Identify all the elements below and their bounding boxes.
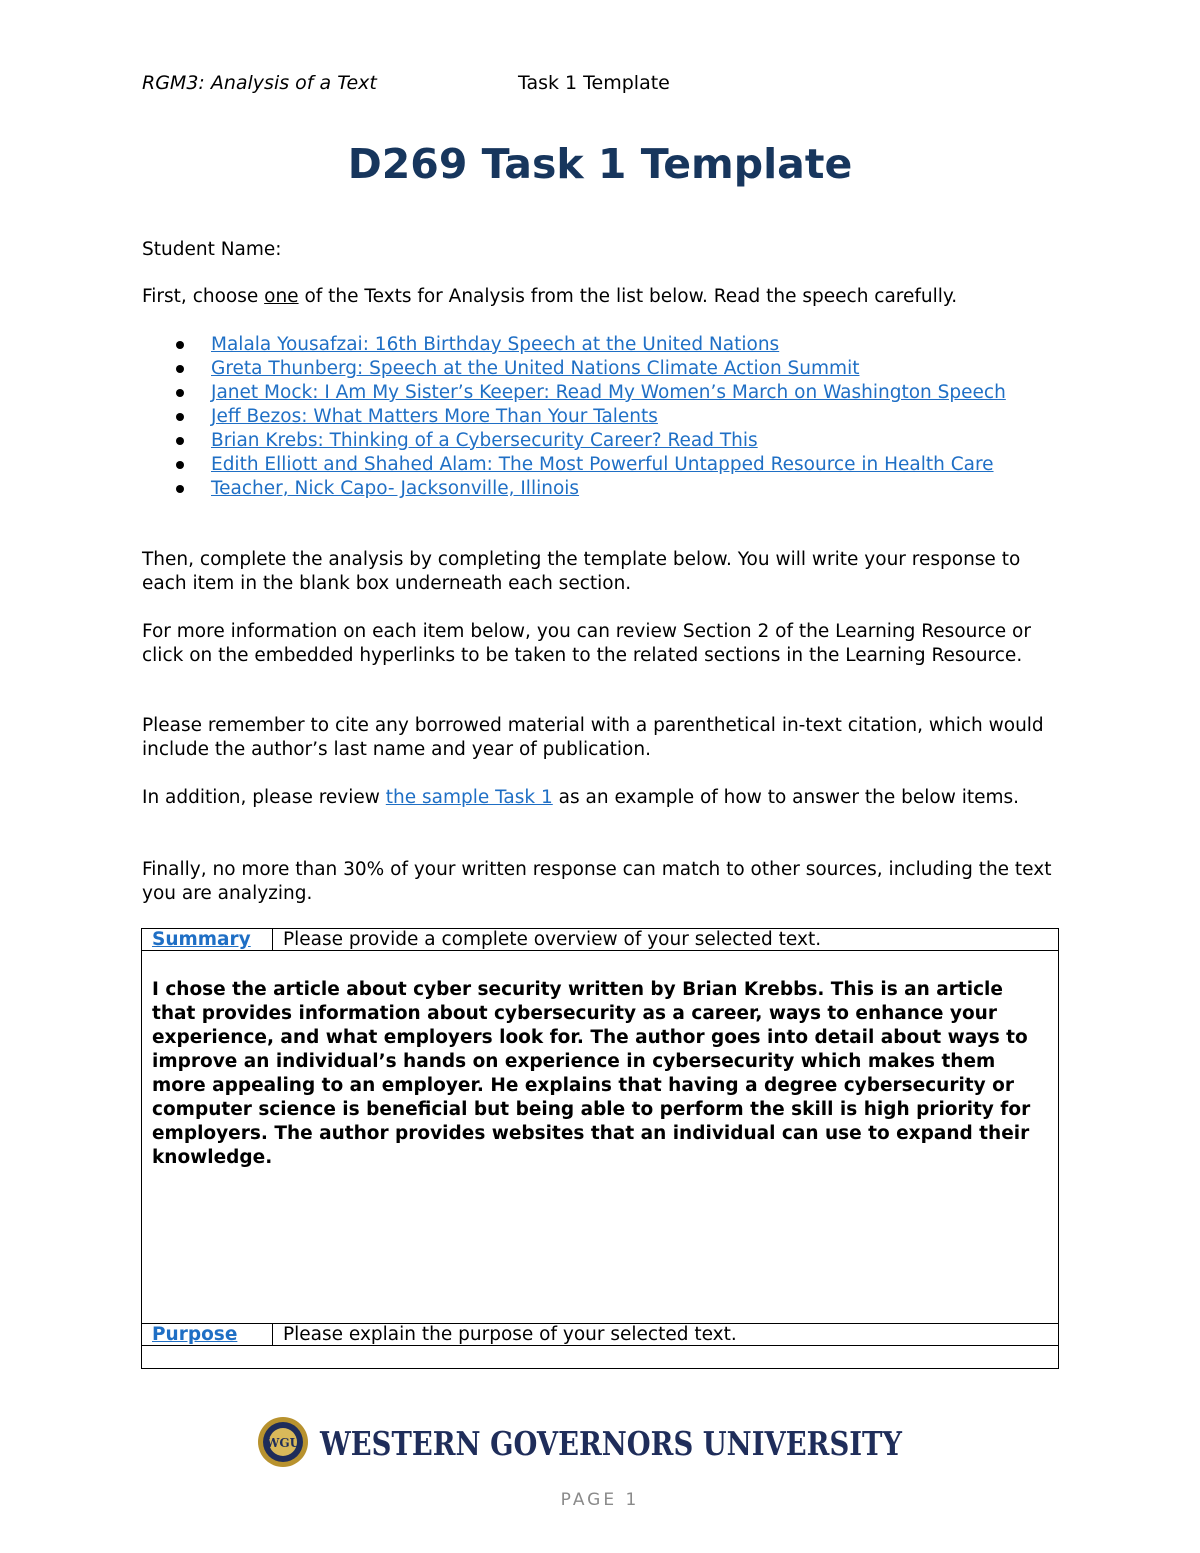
text-link-elliott-alam[interactable]: Edith Elliott and Shahed Alam: The Most Powerful Untapped Resource in Health Care <box>211 454 994 475</box>
text-link-malala[interactable]: Malala Yousafzai: 16th Birthday Speech at the United Nations <box>211 334 780 355</box>
page-number: PAGE 1 <box>560 1490 640 1510</box>
table-row <box>142 1346 1059 1369</box>
bullet-icon <box>176 485 184 493</box>
purpose-link[interactable]: Purpose <box>152 1324 238 1345</box>
sample-pre: In addition, please review <box>142 787 386 808</box>
instructions-paragraph-5: Finally, no more than 30% of your written response can match to other sources, including the text you are analyzing. <box>142 859 1052 904</box>
header-doc-title: Task 1 Template <box>518 72 670 94</box>
list-item <box>142 357 1062 381</box>
instructions-paragraph-4 <box>142 786 1062 810</box>
page-title: D269 Task 1 Template <box>347 140 853 188</box>
table-row <box>142 951 1059 1324</box>
text-link-bezos[interactable]: Jeff Bezos: What Matters More Than Your Talents <box>211 406 658 427</box>
list-item <box>142 429 1062 453</box>
sample-post: as an example of how to answer the below items. <box>552 787 1020 808</box>
bullet-icon <box>176 413 184 421</box>
list-item <box>142 381 1062 405</box>
table-row <box>142 1324 1059 1346</box>
instructions-paragraph-3: Please remember to cite any borrowed material with a parenthetical in-text citation, which would include the author’s last name and year of publication. <box>142 715 1044 760</box>
student-name-label: Student Name: <box>142 239 282 260</box>
analysis-table <box>141 928 1059 1369</box>
text-link-greta[interactable]: Greta Thunberg: Speech at the United Nations Climate Action Summit <box>211 358 860 379</box>
wgu-logo <box>258 1412 908 1472</box>
summary-response[interactable]: I chose the article about cyber security written by Brian Krebbs. This is an article that provides information about cybersecurity as a career, ways to enhance your experience, and what employers look for. The author goes into detail about ways to improve an individual’s hands on experience in cybersecurity which makes them more appealing to an employer. He explains that having a degree cybersecurity or computer science is beneficial but being able to perform the skill is high priority for employers. The author provides websites that an individual can use to expand their knowledge. <box>142 951 1059 1324</box>
purpose-prompt: Please explain the purpose of your selected text. <box>273 1324 1059 1346</box>
bullet-icon <box>176 365 184 373</box>
list-item <box>142 453 1062 477</box>
list-item <box>142 405 1062 429</box>
bullet-icon <box>176 461 184 469</box>
intro-emph: one <box>264 286 299 307</box>
logo-wordmark: WESTERN GOVERNORS UNIVERSITY <box>319 1424 903 1463</box>
purpose-label-cell <box>142 1324 273 1346</box>
text-link-janet[interactable]: Janet Mock: I Am My Sister’s Keeper: Read My Women’s March on Washington Speech <box>211 382 1006 403</box>
list-item <box>142 333 1062 357</box>
text-link-capo[interactable]: Teacher, Nick Capo- Jacksonville, Illinois <box>211 478 580 499</box>
table-row <box>142 929 1059 951</box>
summary-link[interactable]: Summary <box>152 929 251 950</box>
purpose-response[interactable] <box>142 1346 1059 1369</box>
intro-paragraph <box>142 285 1062 309</box>
sample-task-link[interactable]: the sample Task 1 <box>385 787 553 808</box>
bullet-icon <box>176 437 184 445</box>
seal-monogram: WGU <box>265 1436 301 1450</box>
texts-list <box>142 333 1062 501</box>
summary-label-cell <box>142 929 273 951</box>
text-link-krebs[interactable]: Brian Krebs: Thinking of a Cybersecurity Career? Read This <box>211 430 758 451</box>
intro-pre: First, choose <box>142 286 265 307</box>
wgu-logo-graphic <box>258 1412 908 1472</box>
intro-post: of the Texts for Analysis from the list below. Read the speech carefully. <box>298 286 958 307</box>
list-item <box>142 477 1062 501</box>
bullet-icon <box>176 389 184 397</box>
bullet-icon <box>176 341 184 349</box>
summary-prompt: Please provide a complete overview of your selected text. <box>273 929 1059 951</box>
instructions-paragraph-1: Then, complete the analysis by completing the template below. You will write your response to each item in the blank box underneath each section. <box>142 549 1021 594</box>
instructions-paragraph-2: For more information on each item below, you can review Section 2 of the Learning Resource or click on the embedded hyperlinks to be taken to the related sections in the Learning Resource. <box>142 621 1031 666</box>
header-course: RGM3: Analysis of a Text <box>142 72 377 94</box>
